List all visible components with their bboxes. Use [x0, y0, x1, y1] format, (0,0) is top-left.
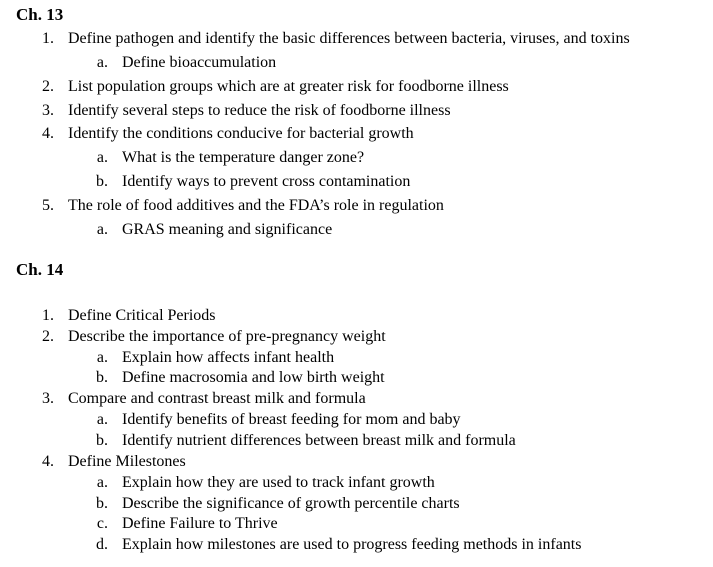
- list-item-text: Identify ways to prevent cross contamination: [122, 173, 411, 190]
- list-item-text: GRAS meaning and significance: [122, 221, 333, 238]
- list-item-text: Explain how they are used to track infant growth: [122, 474, 435, 491]
- list-marker: a.: [96, 149, 108, 166]
- list-item-text: Define Failure to Thrive: [122, 515, 278, 532]
- list-marker: b.: [96, 369, 108, 386]
- list-marker: b.: [96, 495, 108, 512]
- list-marker: 1.: [42, 30, 54, 47]
- list-marker: c.: [96, 515, 108, 532]
- list-item-text: The role of food additives and the FDA’s role in regulation: [68, 197, 444, 214]
- list-marker: a.: [96, 54, 108, 71]
- list-item-text: Explain how milestones are used to progress feeding methods in infants: [122, 536, 582, 553]
- list-marker: d.: [96, 536, 108, 553]
- list-item-text: Explain how affects infant health: [122, 349, 335, 366]
- list-item-text: Identify benefits of breast feeding for mom and baby: [122, 411, 461, 428]
- list-marker: 4.: [42, 125, 54, 142]
- list-marker: 4.: [42, 453, 54, 470]
- list-item-text: Describe the importance of pre-pregnancy weight: [68, 328, 386, 345]
- chapter-13-heading: Ch. 13: [16, 5, 64, 24]
- list-marker: a.: [96, 221, 108, 238]
- list-marker: 2.: [42, 78, 54, 95]
- list-marker: 3.: [42, 102, 54, 119]
- list-marker: a.: [96, 474, 108, 491]
- list-marker: 1.: [42, 307, 54, 324]
- list-marker: 2.: [42, 328, 54, 345]
- list-item-text: Define Critical Periods: [68, 307, 216, 324]
- list-item-text: Define bioaccumulation: [122, 54, 277, 71]
- list-item-text: What is the temperature danger zone?: [122, 149, 365, 166]
- list-marker: 3.: [42, 390, 54, 407]
- list-item-text: Identify several steps to reduce the risk of foodborne illness: [68, 102, 451, 119]
- list-marker: b.: [96, 173, 108, 190]
- list-item-text: List population groups which are at greater risk for foodborne illness: [68, 78, 509, 95]
- list-item-text: Define pathogen and identify the basic differences between bacteria, viruses, and toxins: [68, 30, 630, 47]
- list-item-text: Define Milestones: [68, 453, 186, 470]
- list-item-text: Identify nutrient differences between breast milk and formula: [122, 432, 516, 449]
- list-item-text: Compare and contrast breast milk and formula: [68, 390, 366, 407]
- list-item-text: Define macrosomia and low birth weight: [122, 369, 385, 386]
- list-marker: 5.: [42, 197, 54, 214]
- chapter-14-heading: Ch. 14: [16, 260, 64, 279]
- list-marker: b.: [96, 432, 108, 449]
- list-item-text: Describe the significance of growth percentile charts: [122, 495, 460, 512]
- list-marker: a.: [96, 411, 108, 428]
- list-item-text: Identify the conditions conducive for bacterial growth: [68, 125, 414, 142]
- list-marker: a.: [96, 349, 108, 366]
